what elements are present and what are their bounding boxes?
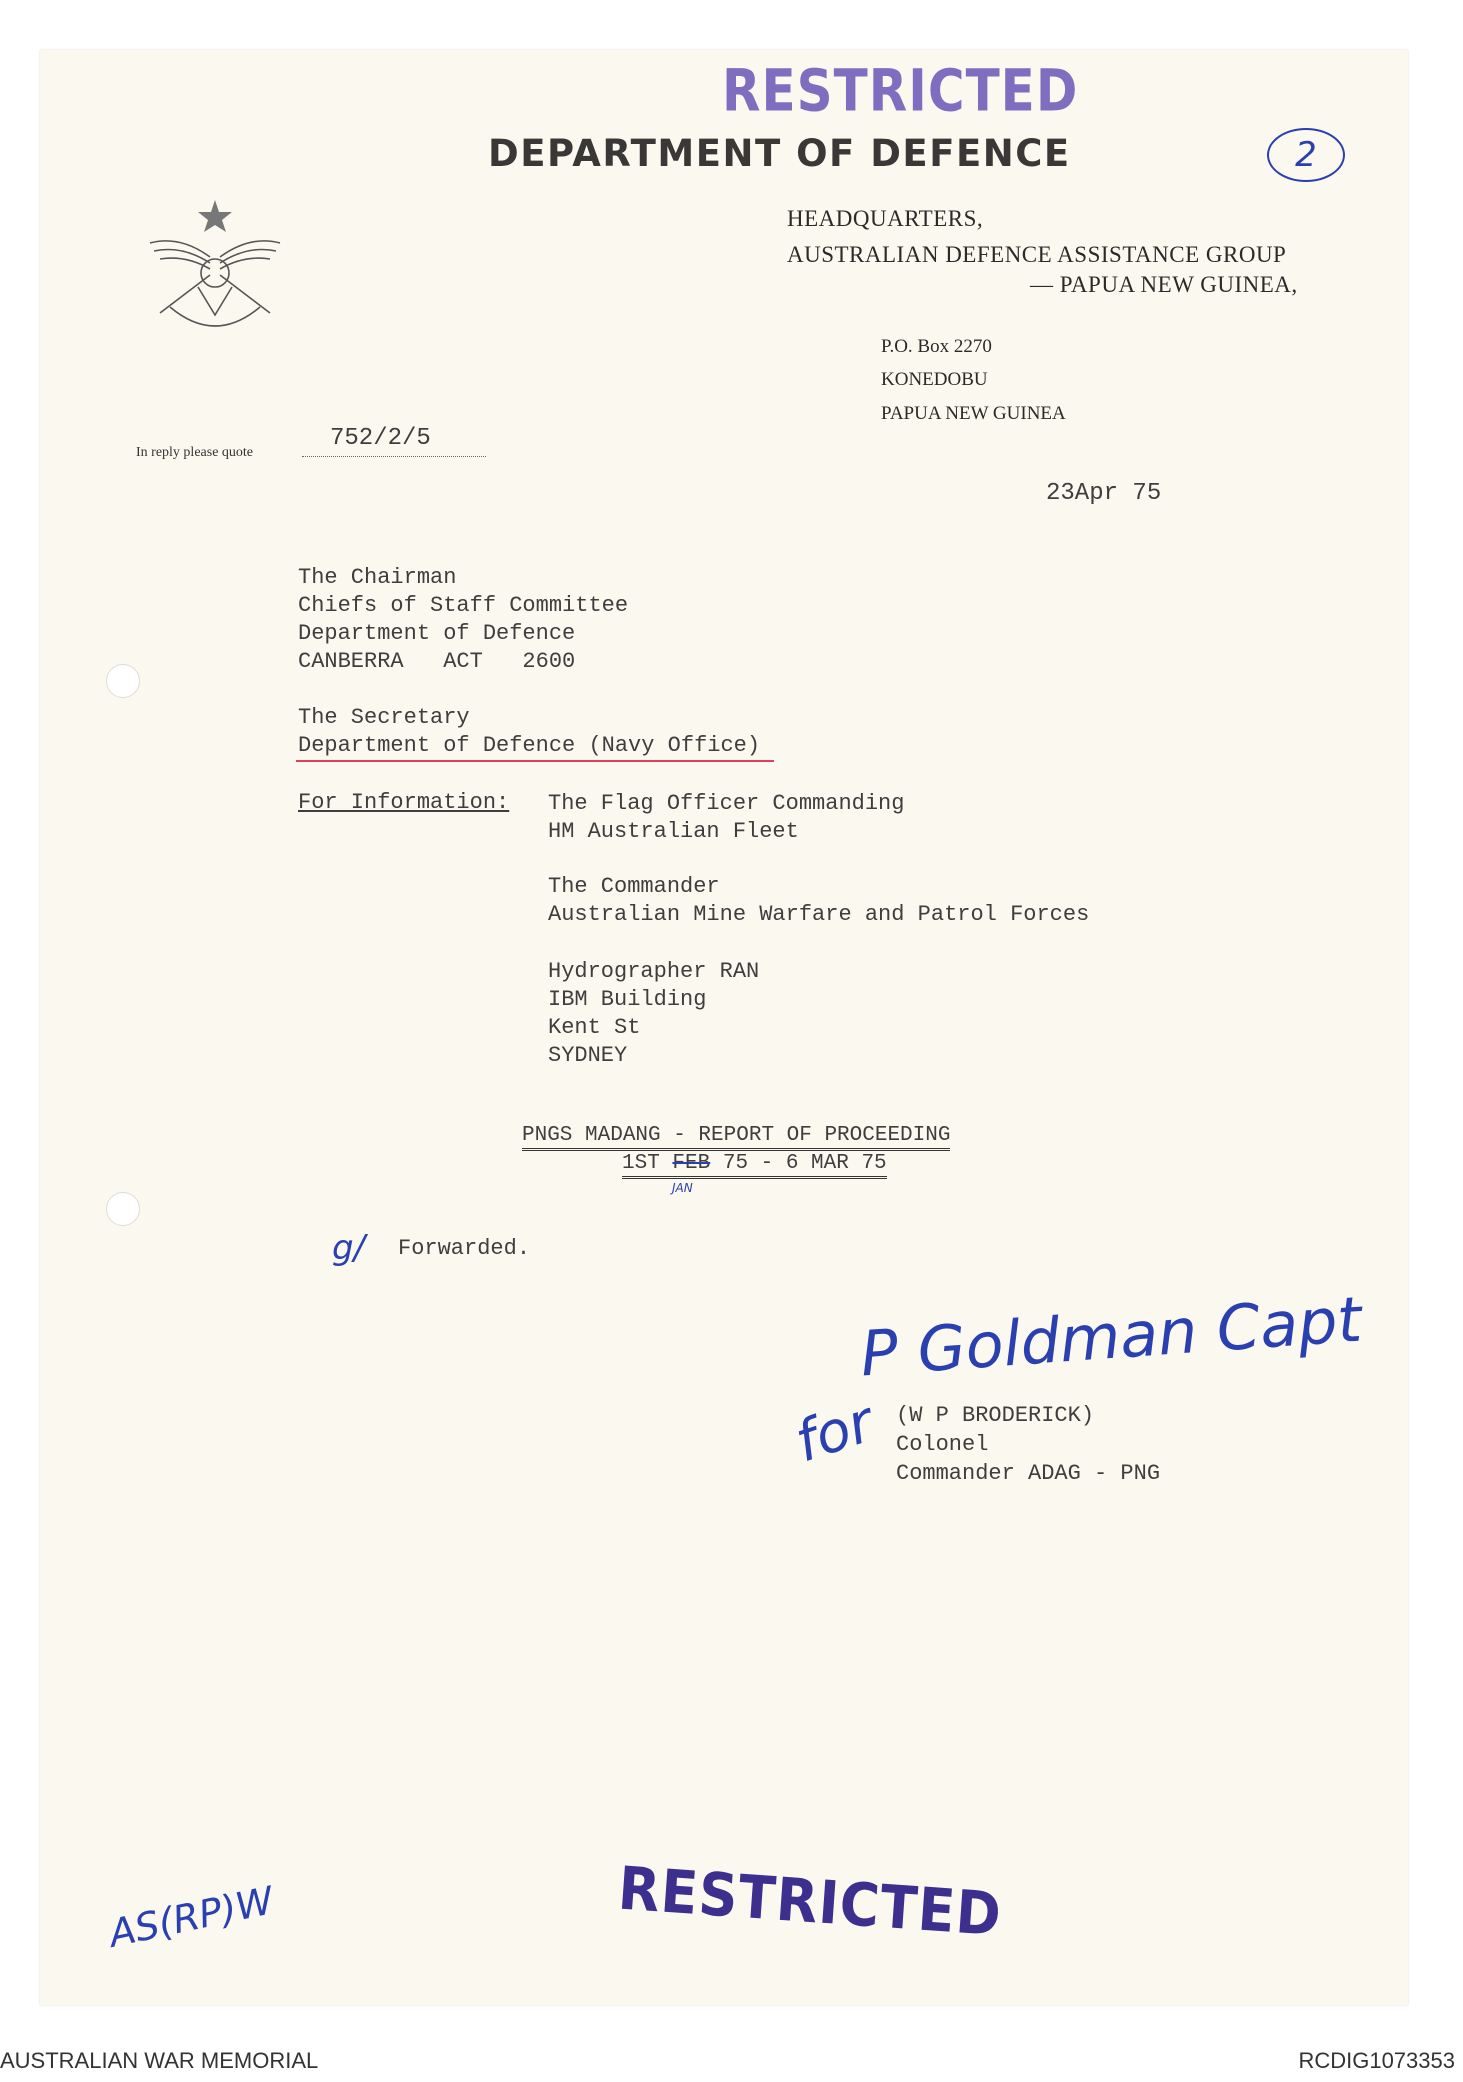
recipient-line: CANBERRA ACT 2600 [298, 649, 576, 674]
footer-archive-name: AUSTRALIAN WAR MEMORIAL [0, 2048, 319, 2073]
recipient-line: Department of Defence [298, 621, 576, 646]
subject-date-struck: FEB [672, 1152, 711, 1175]
signatory-title: Commander ADAG - PNG [896, 1461, 1161, 1486]
info-line: Australian Mine Warfare and Patrol Forces [548, 902, 1090, 927]
info-recipient-fleet [548, 790, 904, 846]
subject-correction: JAN [672, 1181, 693, 1195]
page-number: 2 [1295, 135, 1317, 175]
subject-line-1 [522, 1124, 950, 1147]
letter-date: 23Apr 75 [1046, 480, 1162, 507]
info-line: IBM Building [548, 987, 707, 1012]
subject-date-suffix: 75 - 6 MAR 75 [710, 1152, 887, 1175]
recipient-chairman [298, 564, 628, 676]
hq-line-2: AUSTRALIAN DEFENCE ASSISTANCE GROUP [787, 242, 1287, 267]
reply-quote-label: In reply please quote [136, 445, 254, 460]
recipient-secretary [298, 704, 760, 760]
for-information-label: For Information: [298, 790, 510, 815]
info-line: SYDNEY [548, 1043, 628, 1068]
footer-record-id: RCDIG1073353 [1298, 2048, 1455, 2073]
page-number-circle [1267, 128, 1345, 182]
punch-hole [106, 664, 140, 698]
reply-quote-line [302, 456, 486, 457]
restricted-stamp-top: RESTRICTED [722, 57, 1079, 125]
handwritten-for: for [787, 1389, 882, 1476]
subject-title: PNGS MADANG - REPORT OF PROCEEDING [522, 1124, 950, 1151]
defence-crest-icon [140, 195, 290, 335]
address-town: KONEDOBU [881, 369, 988, 390]
subject-line-2 [622, 1152, 887, 1175]
recipient-line: Department of Defence (Navy Office) [298, 733, 761, 758]
red-underline [296, 760, 774, 762]
signatory-name: (W P BRODERICK) [896, 1403, 1095, 1428]
info-line: The Commander [548, 874, 720, 899]
punch-hole [106, 1192, 140, 1226]
handwritten-annotation: AS(RP)W [105, 1878, 278, 1956]
hq-line-1: HEADQUARTERS, [787, 206, 984, 231]
restricted-stamp-bottom: RESTRICTED [616, 1853, 1004, 1950]
signatory-block [896, 1401, 1160, 1488]
info-line: Kent St [548, 1015, 641, 1040]
address-country: PAPUA NEW GUINEA [881, 403, 1066, 424]
info-line: The Flag Officer Commanding [548, 791, 905, 816]
body-text: Forwarded. [398, 1236, 531, 1261]
signatory-rank: Colonel [896, 1432, 989, 1457]
info-line: Hydrographer RAN [548, 959, 760, 984]
info-recipient-mine-warfare [548, 873, 1089, 929]
po-box: P.O. Box 2270 [881, 336, 992, 357]
subject-dates [622, 1152, 887, 1179]
info-recipient-hydrographer [548, 958, 759, 1070]
info-line: HM Australian Fleet [548, 819, 799, 844]
department-heading: DEPARTMENT OF DEFENCE [488, 132, 1071, 175]
subject-date-prefix: 1ST [622, 1152, 673, 1175]
hq-line-3: — PAPUA NEW GUINEA, [1030, 272, 1298, 297]
recipient-line: The Secretary [298, 705, 470, 730]
handwritten-signature: P Goldman Capt [858, 1282, 1364, 1391]
handwritten-initials: g/ [332, 1228, 366, 1268]
recipient-line: The Chairman [298, 565, 457, 590]
reply-reference: 752/2/5 [330, 425, 431, 452]
recipient-line: Chiefs of Staff Committee [298, 593, 629, 618]
